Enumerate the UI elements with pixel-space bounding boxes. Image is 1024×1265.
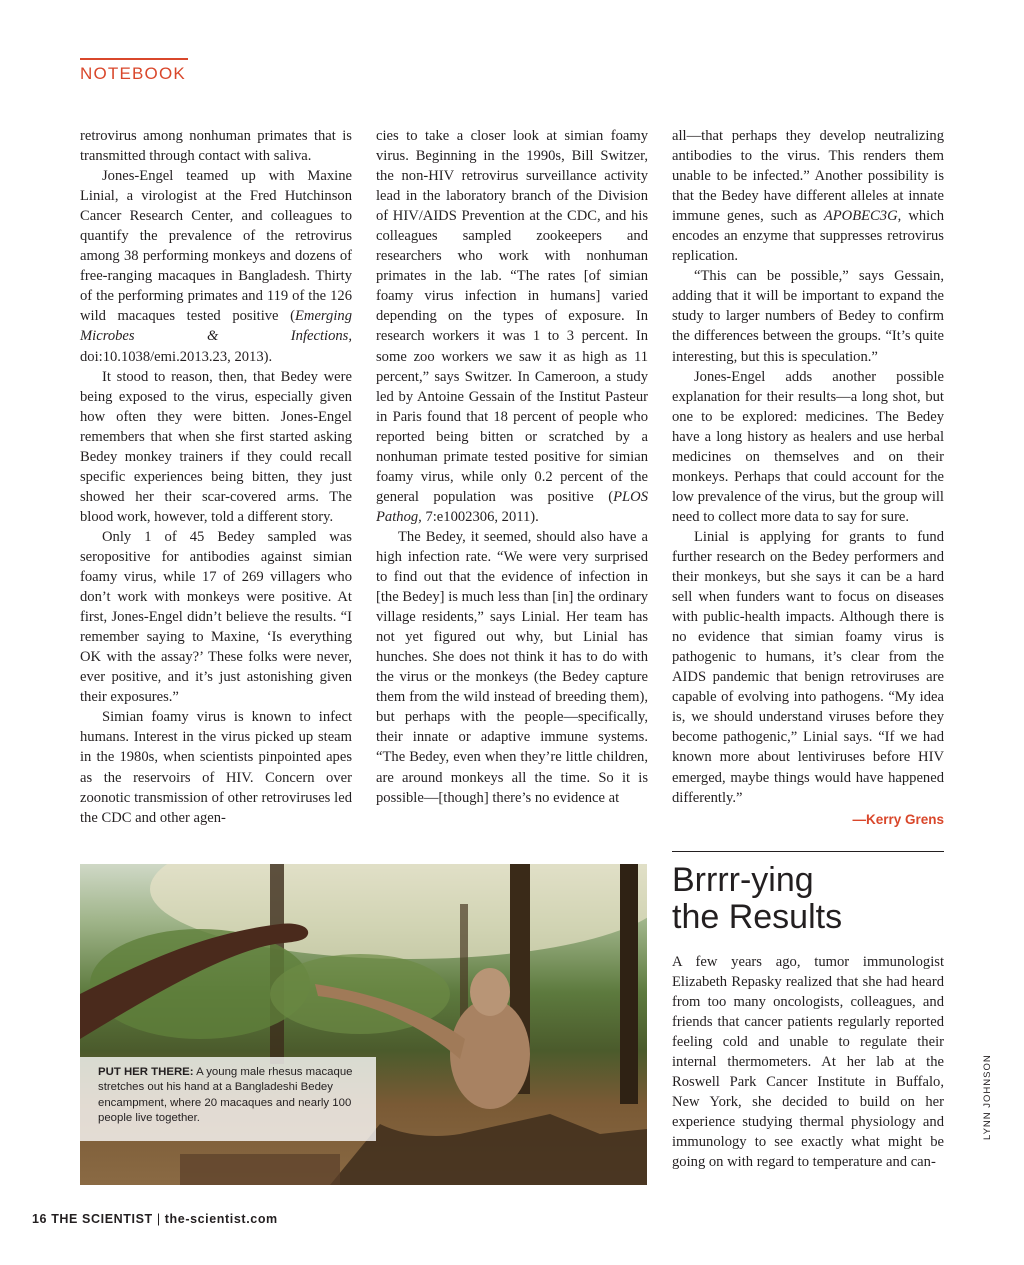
section-label: NOTEBOOK bbox=[80, 64, 186, 83]
gene-name: APOBEC3G bbox=[823, 208, 898, 225]
article-2-body bbox=[672, 952, 944, 1173]
magazine-name: THE SCIENTIST bbox=[51, 1212, 153, 1226]
article-divider bbox=[672, 851, 944, 852]
paragraph: cies to take a closer look at simian foamy virus. Beginning in the 1990s, Bill Switzer, the non-HIV retrovirus surveillance activity lead in the laboratory branch of the Division of HIV/AIDS Prevention at the CDC, and his colleagues sampled zookeepers and researchers who work with nonhuman primates in the lab. “The rates [of simian foamy virus infection in humans] varied depending on the types of exposure. In research workers it was 1 to 3 percent. In some zoo workers we saw it as high as 11 percent,” says Switzer. In Cameroon, a study led by Antoine Gessain of the Institut Pasteur in Paris found that 18 percent of people who reported being bitten or scratched by a nonhuman primate tested positive for simian foamy virus, while only 0.2 percent of the general population was positive (PLOS Pathog, 7:e1002306, 2011). bbox=[376, 128, 648, 525]
page-footer bbox=[32, 1212, 278, 1226]
section-rule bbox=[80, 58, 188, 60]
citation: PLOS Pathog, bbox=[376, 488, 648, 525]
photo-caption bbox=[80, 1057, 376, 1141]
caption-lead: PUT HER THERE: bbox=[98, 1066, 194, 1078]
paragraph: Only 1 of 45 Bedey sampled was seropositive for antibodies against simian foamy virus, while 17 of 269 villagers who don’t work with monkeys were positive. At first, Jones-Engel didn’t believe the results. “I remember saying to Maxine, ‘Is everything OK with the assay?’ These folks were never, ever positive, and it’s just astonishing given their exposures.” bbox=[80, 528, 352, 706]
caption-text: A young male rhesus macaque stretches out his hand at a Bangladeshi Bedey encampment, where 20 macaques and nearly 100 people live together. bbox=[98, 1066, 353, 1124]
paragraph: Linial is applying for grants to fund further research on the Bedey performers and their monkeys, but she says it can be a hard sell when funders want to focus on diseases with public-health impacts. Although there is no evidence that simian foamy virus is pathogenic to humans, it’s clear from the AIDS pandemic that benign retroviruses are capable of evolving into pathogens. “My idea is, we should understand viruses before they become pathogenic,” Linial says. “If we had known more about lentiviruses before HIV emerged, maybe things would have happened differently.” bbox=[672, 528, 944, 806]
paragraph: Jones-Engel adds another possible explanation for their results—a long shot, but one to be explored: medicines. The Bedey have a long history as healers and use herbal medicines on themselves and on their monkeys. Perhaps that could account for the low prevalence of the virus, but the group will need to collect more data to say for sure. bbox=[672, 368, 944, 525]
paragraph: The Bedey, it seemed, should also have a high infection rate. “We were very surprised to find out that the evidence of infection in [the Bedey] is much less than [in] the ordinary village residents,” says Linial. Her team has not yet figured out why, but Linial has hunches. She does not think it has to do with the virus or the monkeys (the Bedey capture them from the wild instead of breeding them), but perhaps with the people—specifically, their innate or adaptive immune systems. “The Bedey, even when they’re little children, are around monkeys all the time. So it is possible—[though] there’s no evidence at bbox=[376, 528, 648, 806]
page-number: 16 bbox=[32, 1212, 48, 1226]
article-column-2 bbox=[376, 126, 648, 808]
paragraph: A few years ago, tumor immunologist Elizabeth Repasky realized that she had heard from too many oncologists, colleagues, and friends that cancer patients regularly reported feeling cold and unable to regulate their internal thermometers. At her lab at the Roswell Park Cancer Institute in Buffalo, New York, she decided to build on her experience studying thermal physiology and immunology to see exactly what might be going on with regard to temperature and can- bbox=[672, 954, 944, 1171]
headline-line-1: Brrrr-ying bbox=[672, 861, 814, 899]
citation: Emerging Microbes & Infections, bbox=[80, 308, 352, 345]
paragraph: It stood to reason, then, that Bedey were being exposed to the virus, especially given how often they were bitten. Jones-Engel remembers that when she first started asking Bedey monkey trainers if they could recall specific experiences being bitten, they just showed her their scar-covered arms. The blood work, however, told a different story. bbox=[80, 368, 352, 525]
magazine-url: the-scientist.com bbox=[164, 1212, 278, 1226]
photo-credit: LYNN JOHNSON bbox=[982, 1054, 993, 1140]
headline-line-2: the Results bbox=[672, 898, 843, 936]
paragraph: all—that perhaps they develop neutralizing antibodies to the virus. This renders them unable to be infected.” Another possibility is that the Bedey have different alleles at innate immune genes, such as APOBEC3G, which encodes an enzyme that suppresses retrovirus replication. bbox=[672, 128, 944, 265]
paragraph: retrovirus among nonhuman primates that is transmitted through contact with saliva. bbox=[80, 128, 352, 165]
article-column-3 bbox=[672, 126, 944, 830]
paragraph: Jones-Engel teamed up with Maxine Linial, a virologist at the Fred Hutchinson Cancer Research Center, and colleagues to quantify the prevalence of the retrovirus among 38 performing monkeys and dozens of free-ranging macaques in Bangladesh. Thirty of the performing primates and 119 of the 126 wild macaques tested positive (Emerging Microbes & Infections, doi:10.1038/emi.2013.23, 2013). bbox=[80, 168, 352, 365]
footer-separator: | bbox=[156, 1212, 161, 1226]
paragraph: “This can be possible,” says Gessain, adding that it will be important to expand the study to larger numbers of Bedey to confirm the differences between the groups. “It’s quite interesting, but this is speculation.” bbox=[672, 268, 944, 365]
paragraph: Simian foamy virus is known to infect humans. Interest in the virus picked up steam in the 1980s, when scientists pinpointed apes as the reservoirs of HIV. Concern over zoonotic transmission of other retroviruses led the CDC and other agen- bbox=[80, 709, 352, 826]
author-signoff: —Kerry Grens bbox=[852, 811, 944, 827]
article-headline bbox=[672, 862, 944, 936]
article-column-1 bbox=[80, 126, 352, 828]
